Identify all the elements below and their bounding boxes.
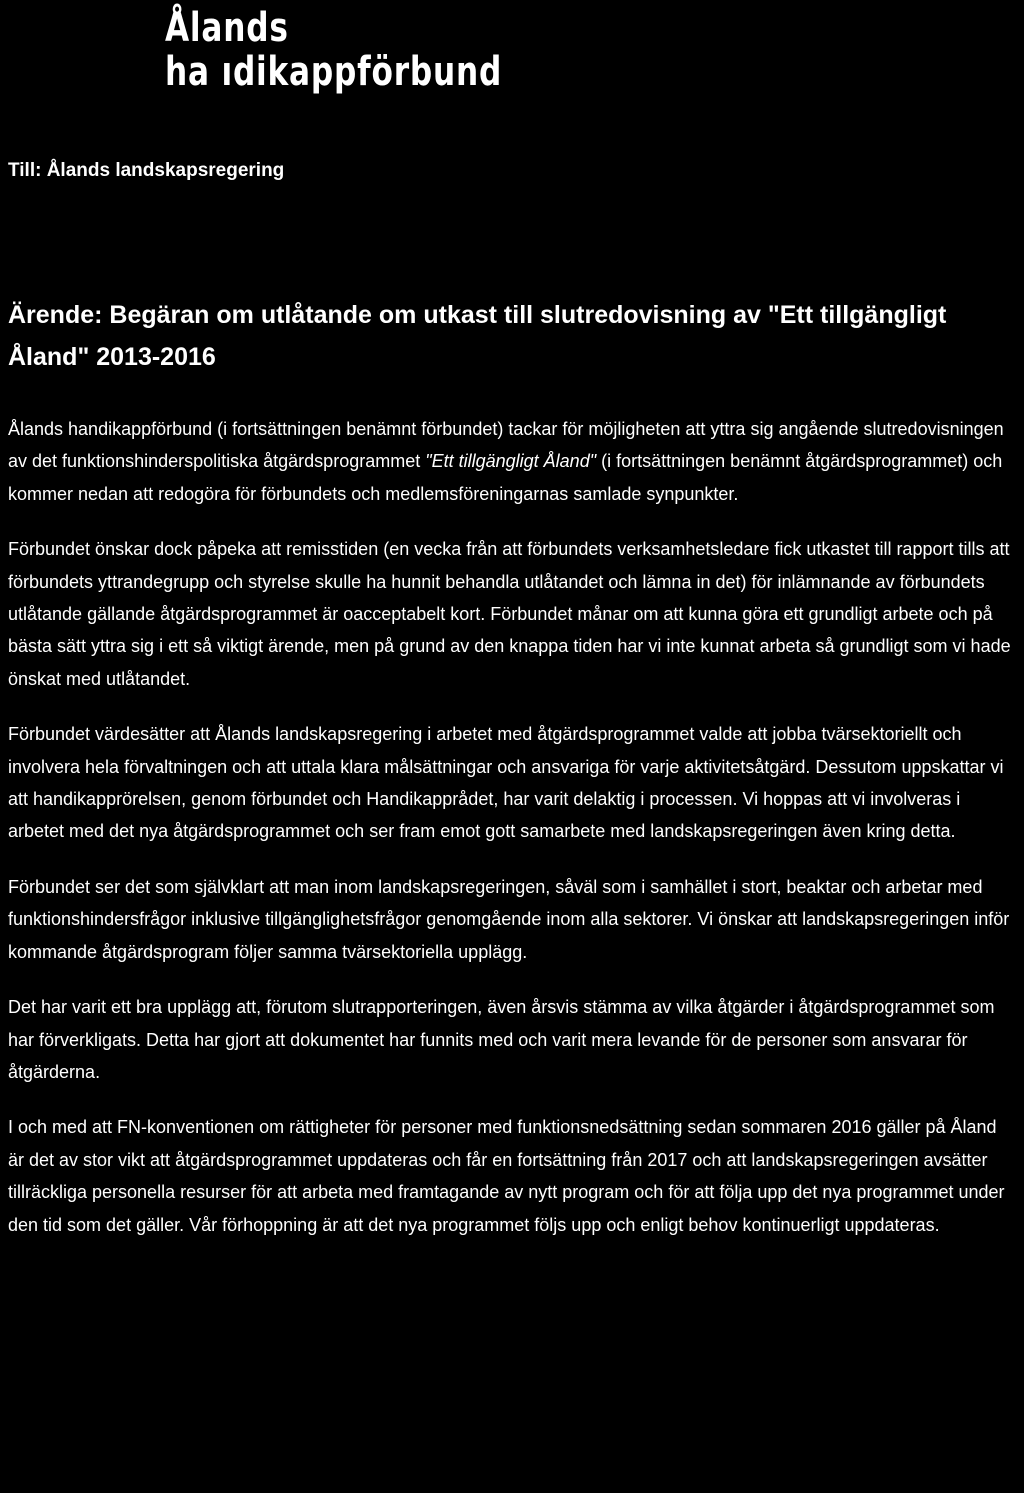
subject-heading: Ärende: Begäran om utlåtande om utkast till slutredovisning av "Ett tillgängligt Åland" 2013-2016: [8, 301, 947, 371]
paragraph-3: Förbundet värdesätter att Ålands landskapsregering i arbetet med åtgärdsprogrammet valde att jobba tvärsektoriellt och involvera hela förvaltningen och att uttala klara målsättningar och ansvariga för varje aktivitetsåtgärd. Dessutom uppskattar vi att handikapprörelsen, genom förbundet och Handikapprådet, har varit delaktig i processen. Vi hoppas att vi involveras i arbetet med det nya åtgärdsprogrammet och ser fram emot gott samarbete med landskapsregeringen även kring detta.: [8, 724, 1004, 842]
paragraph-4: Förbundet ser det som självklart att man inom landskapsregeringen, såväl som i samhället i stort, beaktar och arbetar med funktionshindersfrågor inklusive tillgänglighetsfrågor genomgående inom alla sektorer. Vi önskar att landskapsregeringen inför kommande åtgärdsprogram följer samma tvärsektoriella upplägg.: [8, 876, 1010, 962]
organization-logo: [165, 6, 502, 94]
program-title: "Ett tillgängligt Åland": [425, 451, 597, 472]
paragraph-5: Det har varit ett bra upplägg att, förutom slutrapporteringen, även årsvis stämma av vilka åtgärder i åtgärdsprogrammet som har förverkligats. Detta har gjort att dokumentet har funnits med och varit mera levande för de personer som ansvarar för åtgärderna.: [8, 997, 995, 1082]
paragraph-1-end: (i fortsättningen benämnt åtgärdsprogrammet) och kommer nedan att redogöra för förbundets och medlemsföreningarnas samlade synpunkter.: [8, 451, 1003, 504]
paragraph-1: [8, 413, 1016, 510]
logo-line-2: ha ıdikappförbund: [165, 49, 503, 95]
paragraph-2: Förbundet önskar dock påpeka att remisstiden (en vecka från att förbundets verksamhetsledare fick utkastet till rapport tills att förbundets yttrandegrupp och styrelse skulle ha hunnit behandla utlåtandet och lämna in det) för inlämnande av förbundets utlåtande gällande åtgärdsprogrammet är oacceptabelt kort. Förbundet månar om att kunna göra ett grundligt arbete och på bästa sätt yttra sig i ett så viktigt ärende, men på grund av den knappa tiden har vi inte kunnat arbeta så grundligt som vi hade önskat med utlåtandet.: [8, 539, 1011, 689]
logo-line-1: Ålands: [165, 5, 289, 51]
recipient-line: Till: Ålands landskapsregering: [8, 160, 285, 181]
letter-body: [8, 413, 1016, 1264]
paragraph-6: I och med att FN-konventionen om rättigheter för personer med funktionsnedsättning sedan sommaren 2016 gäller på Åland är det av stor vikt att åtgärdsprogrammet uppdateras och får en fortsättning från 2017 och att landskapsregeringen avsätter tillräckliga personella resurser för att arbeta med framtagande av nytt program och för att följa upp det nya programmet under den tid som det gäller. Vår förhoppning är att det nya programmet följs upp och enligt behov kontinuerligt uppdateras.: [8, 1117, 1005, 1235]
paragraph-1-start: Ålands handikappförbund (i fortsättningen benämnt förbundet) tackar för möjligheten att yttra sig angående slutredovisningen av det funktionshinderspolitiska åtgärdsprogrammet: [8, 419, 1004, 472]
